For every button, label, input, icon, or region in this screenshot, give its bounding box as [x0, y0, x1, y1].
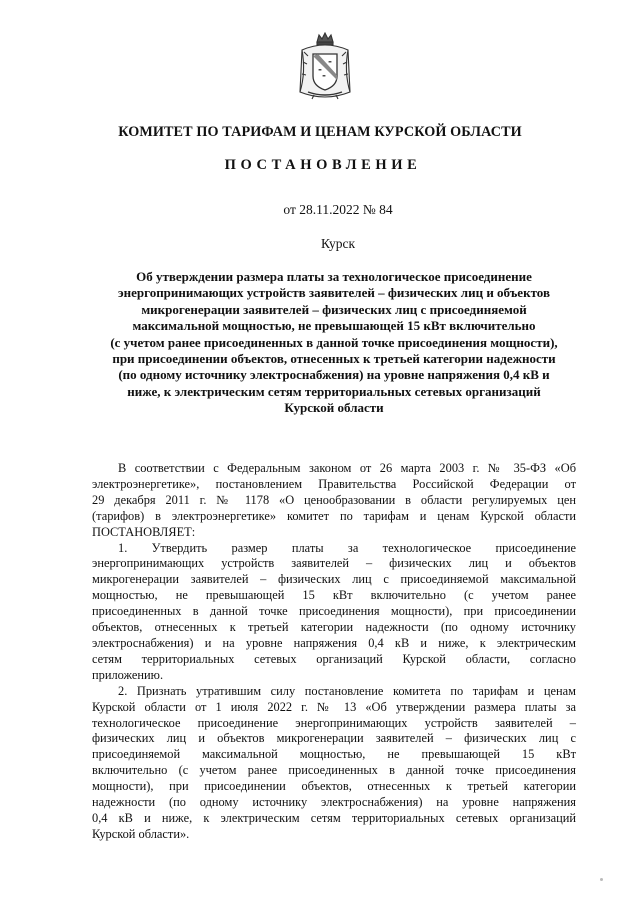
clause-1-paragraph — [92, 541, 576, 684]
title-line: (с учетом ранее присоединенных в данной точке присоединения мощности), — [110, 334, 558, 350]
body-line: 0,4 кВ и ниже, к электрическим сетям территориальных сетевых организаций — [92, 810, 576, 825]
document-title — [92, 269, 576, 417]
body-line: включительно (с учетом ранее присоединенных в данной точке присоединения — [92, 763, 576, 778]
document-city: Курск — [320, 236, 356, 251]
body-line: Курской области от 1 июля 2022 г. № 13 «Об утверждении размера платы за — [92, 699, 576, 714]
body-line: 1. Утвердить размер платы за технологическое присоединение — [118, 540, 576, 555]
coat-of-arms-icon — [294, 32, 356, 102]
title-line: Курской области — [284, 400, 384, 416]
body-line: объектов, отнесенных к третьей категории надежности (по одному источнику — [92, 620, 576, 635]
body-line: электроэнергетике», постановлением Правительства Российской Федерации от — [92, 476, 576, 491]
document-date-number: от 28.11.2022 № 84 — [283, 202, 393, 217]
body-line: 2. Признать утратившим силу постановление комитета по тарифам и ценам — [118, 683, 576, 698]
body-line: надежности (по одному источнику электроснабжения) на уровне напряжения — [92, 795, 576, 810]
body-line: сетям территориальных сетевых организаций Курской области, согласно — [92, 651, 576, 666]
body-line: В соответствии с Федеральным законом от 26 марта 2003 г. № 35-ФЗ «Об — [118, 461, 576, 475]
clause-2-paragraph — [92, 684, 576, 843]
scan-speck — [600, 878, 603, 881]
body-line: физических лиц и объектов микрогенерации заявителей – физических лиц с — [92, 731, 576, 746]
title-line: ниже, к электрическим сетям территориальных сетевых организаций — [127, 383, 541, 399]
body-line: мощностью, не превышающей 15 кВт включительно (с учетом ранее — [92, 588, 576, 603]
body-line: приложению. — [92, 667, 164, 682]
body-line: присоединенных в данной точке присоединения мощности), при присоединении — [92, 604, 576, 619]
document-body — [92, 461, 576, 843]
title-line: (по одному источнику электроснабжения) на уровне напряжения 0,4 кВ и — [118, 367, 550, 383]
body-line: (тарифов) в электроэнергетике» комитет по тарифам и ценам Курской области — [92, 508, 576, 523]
body-line: присоединяемой максимальной мощностью, не превышающей 15 кВт — [92, 747, 576, 762]
committee-name: КОМИТЕТ ПО ТАРИФАМ И ЦЕНАМ КУРСКОЙ ОБЛАСТИ — [118, 124, 522, 140]
title-line: Об утверждении размера платы за технологическое присоединение — [136, 269, 532, 284]
body-line: Курской области». — [92, 826, 190, 841]
body-line: микрогенерации заявителей – физических лиц с присоединяемой максимальной — [92, 572, 576, 587]
body-line: электроснабжения) и на уровне напряжения 0,4 кВ и ниже, к электрическим — [92, 635, 576, 650]
title-line: при присоединении объектов, отнесенных к третьей категории надежности — [112, 351, 556, 367]
title-line: энергопринимающих устройств заявителей – физических лиц и объектов — [118, 285, 550, 301]
title-line: максимальной мощностью, не превышающей 15 кВт включительно — [132, 318, 536, 334]
document-type: ПОСТАНОВЛЕНИЕ — [224, 157, 422, 173]
body-line: 29 декабря 2011 г. № 1178 «О ценообразовании в области регулируемых цен — [92, 492, 576, 507]
body-line: ПОСТАНОВЛЯЕТ: — [92, 524, 196, 539]
title-line: микрогенерации заявителей – физических лиц с присоединяемой — [141, 301, 527, 317]
body-line: технологическое присоединение энергопринимающих устройств заявителей – — [92, 715, 576, 730]
preamble-paragraph — [92, 461, 576, 541]
body-line: мощности), при присоединении объектов, отнесенных к третьей категории — [92, 779, 576, 794]
body-line: энергопринимающих устройств заявителей – физических лиц и объектов — [92, 556, 576, 571]
